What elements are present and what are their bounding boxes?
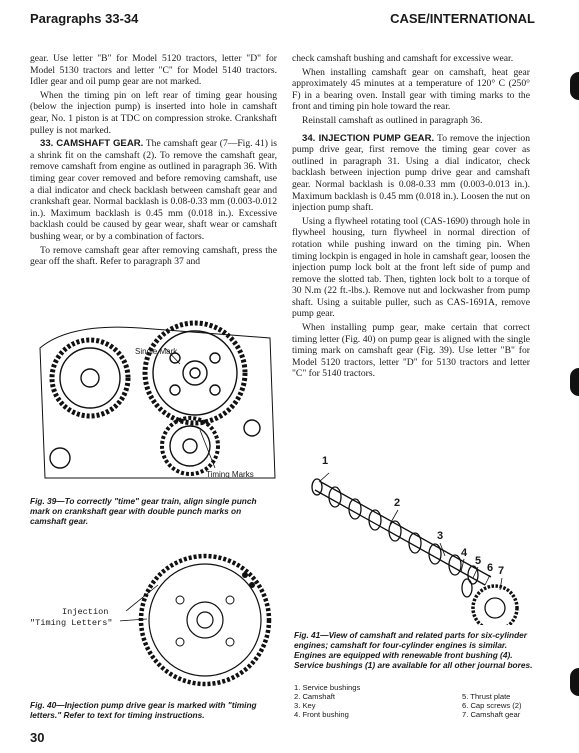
gear-train-drawing [30,318,280,486]
thumb-tab-marker [570,668,579,696]
paragraph: When installing camshaft gear on camshaft, heat gear approximately 45 minutes at a temperature of 120° C (250° F) in a bearing oven. Install gear with timing marks to the front and timing pin hole toward the rear. [292,66,530,113]
paragraph: To remove camshaft gear after removing camshaft, press the gear off the shaft. Refer to paragraph 37 and [30,244,277,268]
callout-2: 2 [394,497,401,509]
legend-item: 1. Service bushings [294,683,361,692]
callout-4: 4 [461,547,468,559]
fig41-legend-right [462,692,522,719]
injection-gear-drawing [120,545,280,695]
legend-item: 7. Camshaft gear [462,710,521,719]
paragraph: gear. Use letter "B" for Model 5120 tractors, letter "D" for Model 5130 tractors and letter "C" for Model 5140 tractors. Idler gear and oil pump gear are not marked. [30,53,277,88]
running-header-left: Paragraphs 33-34 [30,11,139,26]
legend-item: 3. Key [294,701,316,710]
timing-marks-label: Timing Marks [206,470,254,479]
legend-item: 6. Cap screws (2) [462,701,522,710]
text-column-left [30,53,277,270]
fig41-caption: Fig. 41—View of camshaft and related parts for six-cylinder engines; camshaft for four-cylinder engines is similar. Engines are equipped with renewable front bushing (4). Service bushings (1) are available for all other journal bores. [294,630,533,670]
callout-6: 6 [487,562,494,574]
paragraph [30,138,277,242]
paragraph-text: The camshaft gear (7—Fig. 41) is a shrink fit on the camshaft (2). To remove the camshaft gear, remove camshaft from engine as outlined in paragraph 36. With timing gear cover removed and before removing camshaft, use a dial indicator and check backlash between camshaft gear and crankshaft gear. Normal backlash is 0.08-0.33 mm (0.003-0.012 in.). Maximum backlash is 0.45 mm (0.018 in.). Excessive backlash could be caused by gear wear, shaft wear or camshaft bushing wear, or by a combination of factors. [30,138,277,242]
paragraph: Reinstall camshaft as outlined in paragraph 36. [302,114,483,126]
paragraph: When the timing pin on left rear of timing gear housing (below the injection pump) is inserted into hole in camshaft gear, No. 1 piston is at TDC on compression stroke. Crankshaft pulley is not marked. [30,89,277,136]
section-heading-33: 33. CAMSHAFT GEAR. [40,138,144,150]
callout-7: 7 [498,565,505,577]
callout-3: 3 [437,530,444,542]
fig40-caption: Fig. 40—Injection pump drive gear is marked with "timing letters." Refer to text for timing instructions. [30,700,257,720]
thumb-tab-marker [570,368,579,396]
paragraph [292,133,530,214]
legend-item: 4. Front bushing [294,710,349,719]
thumb-tab-marker [570,72,579,100]
timing-letters-label: "Timing Letters" [30,618,113,628]
paragraph-text: To remove the injection pump drive gear, first remove the timing gear cover as outlined in paragraph 31. Using a dial indicator, check backlash between injection pump drive gear and camshaft gear. Normal backlash is 0.08-0.33 mm (0.003-0.013 in.). Maximum backlash is 0.45 mm (0.018 in.). Loosen the nut on injection pump shaft. [292,132,531,214]
fig41-legend-left [294,683,360,719]
paragraph: check camshaft bushing and camshaft for excessive wear. [292,53,514,64]
text-column-right [292,53,530,382]
running-header-right: CASE/INTERNATIONAL [390,11,535,26]
single-mark-label: Single Mark [135,347,178,356]
callout-5: 5 [475,555,482,567]
fig39-caption: Fig. 39—To correctly "time" gear train, align single punch mark on crankshaft gear with double punch marks on camshaft gear. [30,496,257,526]
camshaft-drawing [295,460,535,625]
callout-1: 1 [322,455,329,467]
injection-label: Injection [62,607,109,617]
page-number: 30 [30,730,45,745]
legend-item: 2. Camshaft [294,692,335,701]
paragraph: When installing pump gear, make certain that correct timing letter (Fig. 40) on pump gear is aligned with the single timing mark on camshaft gear (Fig. 39). Use letter "B" for Model 5120 tractors, letter "D" for 5130 tractors and letter "C" for 5140 tractors. [292,322,530,380]
paragraph: Using a flywheel rotating tool (CAS-1690) through hole in flywheel housing, turn flywheel in normal direction of rotation while pushing inward on the timing pin. When timing lockpin is engaged in hole in camshaft gear, loosen the injection pump lock bolt at the front left side of pump and remove the slotted tab. Then, tighten lock bolt to a torque of 30 N.m (22 ft.-lbs.). Remove nut and lockwasher from pump shaft. Using a suitable puller, such as CAS-1691A, remove pump gear. [292,215,530,320]
legend-item: 5. Thrust plate [462,692,511,701]
section-heading-34: 34. INJECTION PUMP GEAR. [302,132,435,144]
